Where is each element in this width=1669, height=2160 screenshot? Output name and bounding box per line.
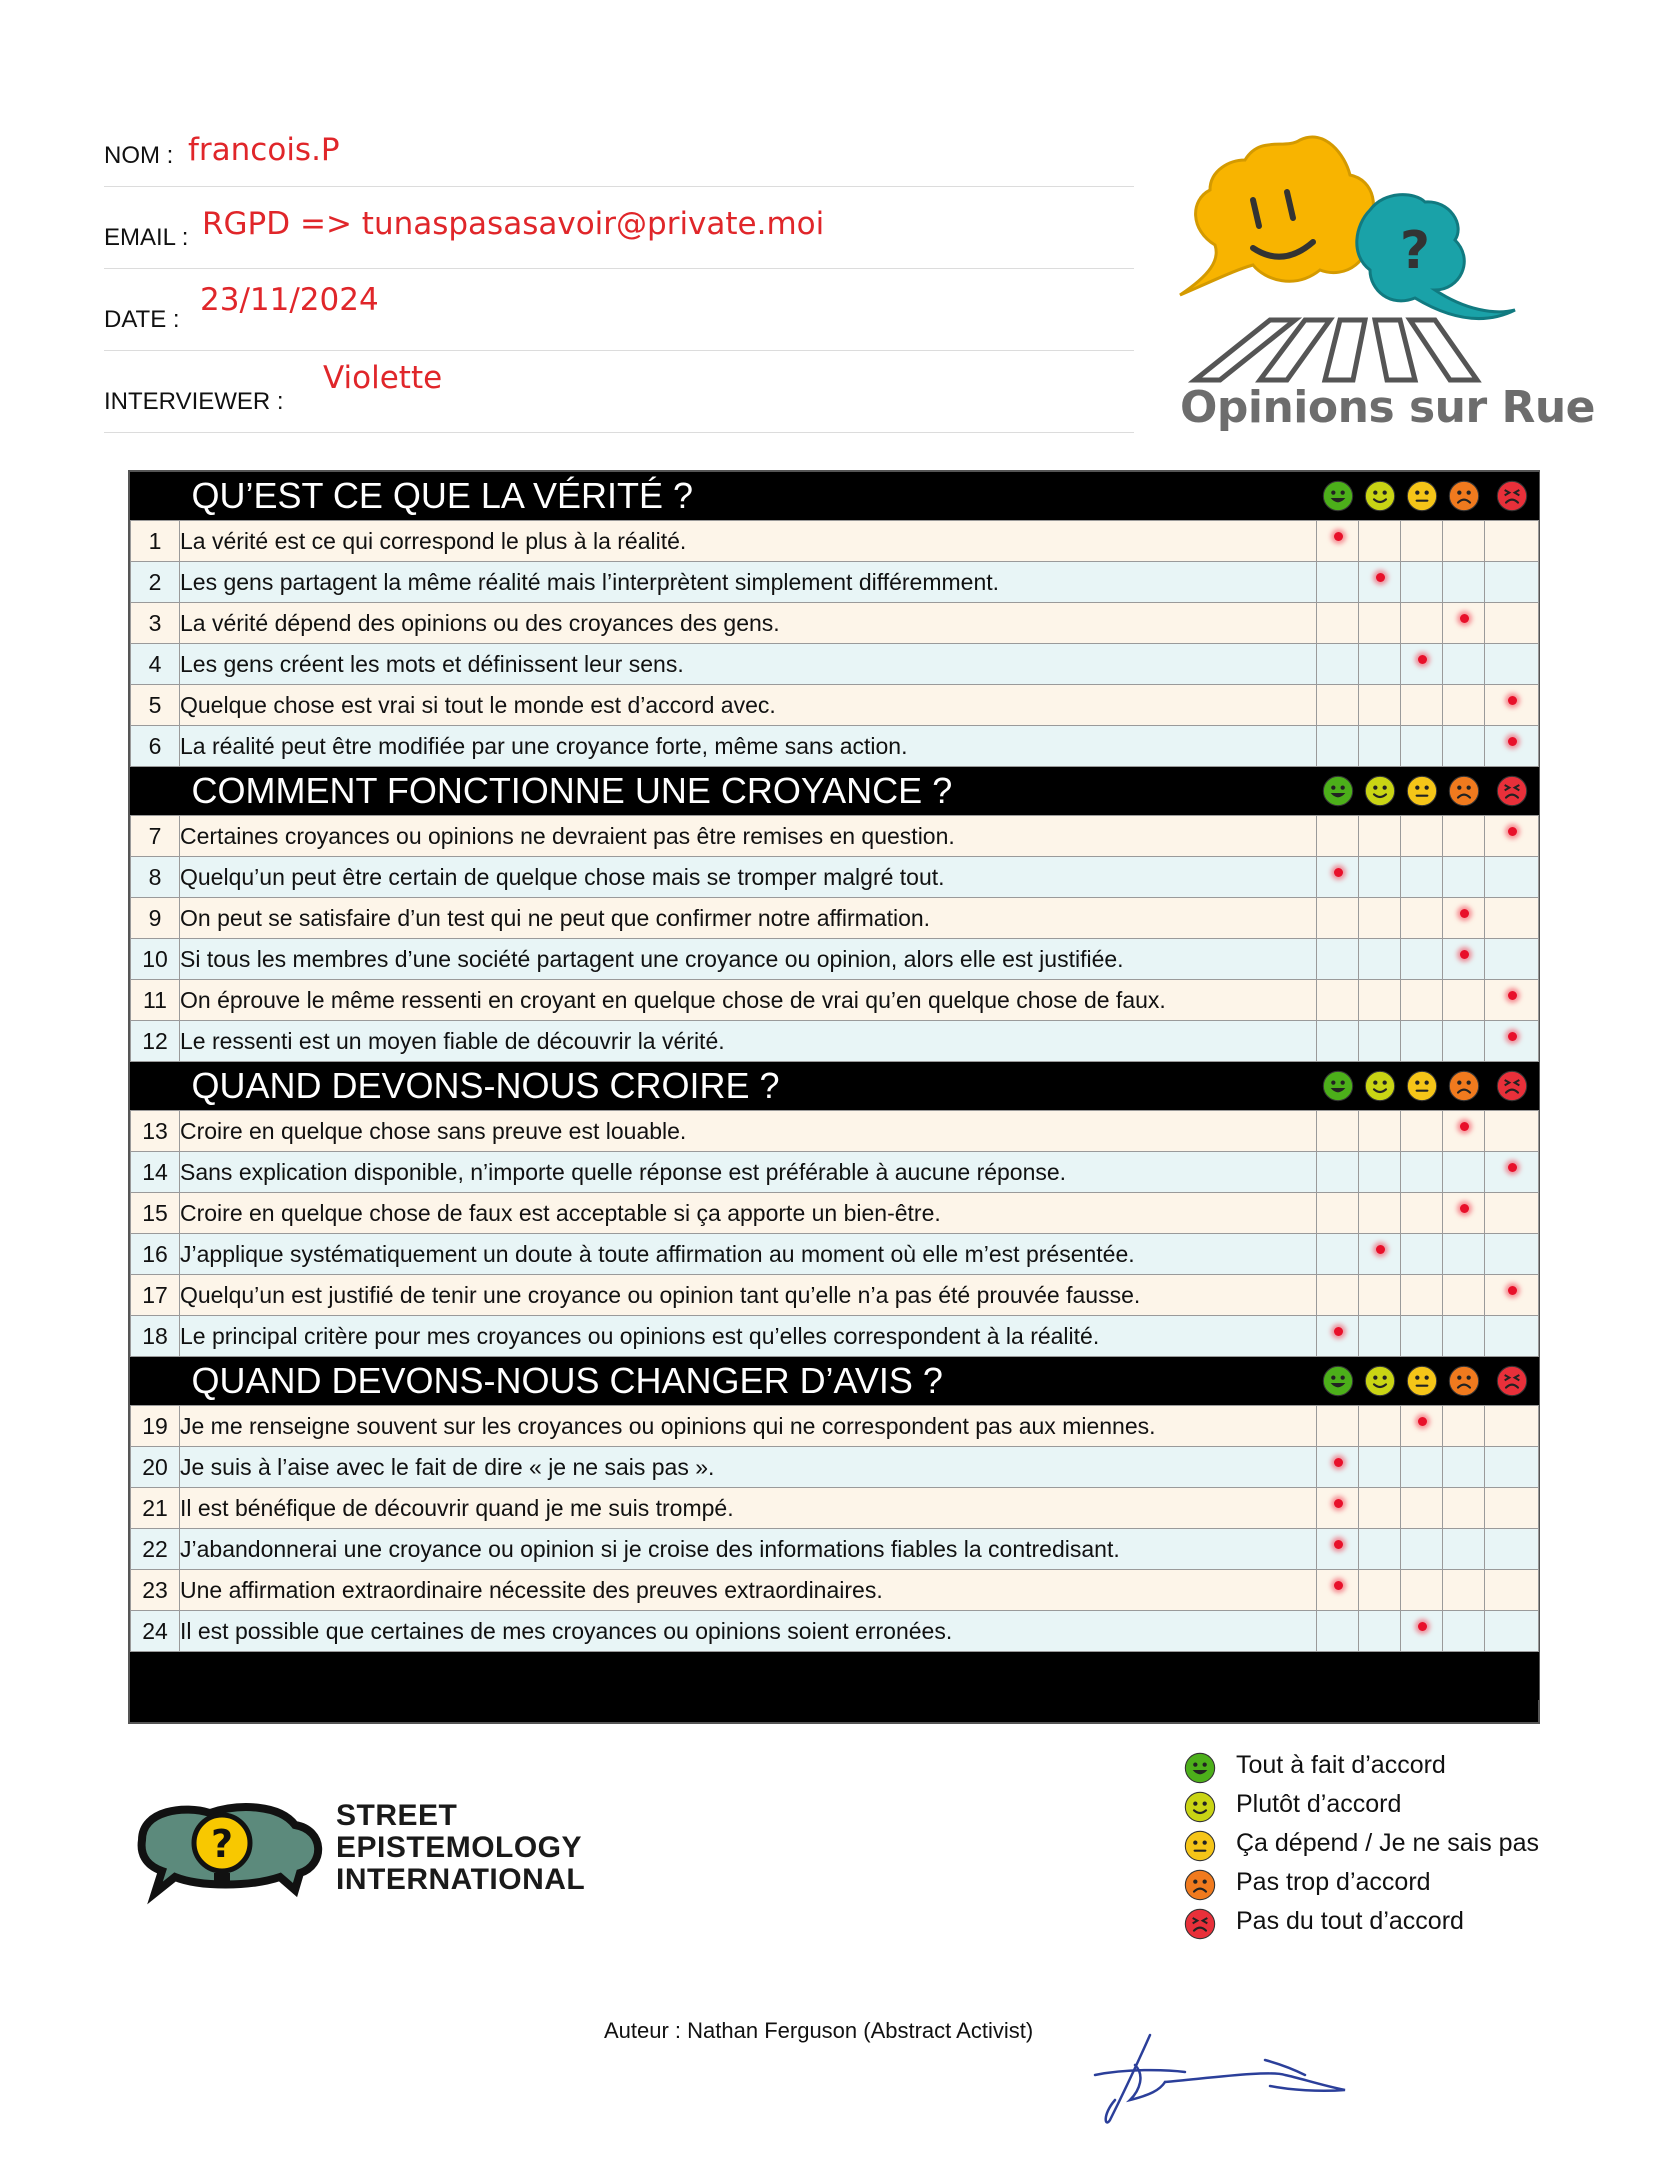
answer-mark: [1418, 1417, 1427, 1426]
question-row: [131, 1529, 1539, 1570]
answer-cell[interactable]: [1443, 816, 1485, 857]
answer-cell[interactable]: [1443, 1529, 1485, 1570]
question-text: Certaines croyances ou opinions ne devraient pas être remises en question.: [180, 816, 1317, 857]
answer-cell[interactable]: [1443, 644, 1485, 685]
answer-cell[interactable]: [1401, 562, 1443, 603]
answer-mark: [1418, 655, 1427, 664]
field-email: [104, 186, 1134, 269]
grinning-face-icon: [1317, 472, 1359, 521]
answer-cell[interactable]: [1443, 726, 1485, 767]
answer-cell[interactable]: [1485, 1234, 1539, 1275]
answer-cell[interactable]: [1359, 1234, 1401, 1275]
table-footer-bar: [131, 1652, 1539, 1701]
section-header-spacer: [131, 767, 180, 816]
question-text: Il est bénéfique de découvrir quand je me suis trompé.: [180, 1488, 1317, 1529]
answer-cell[interactable]: [1317, 857, 1359, 898]
answer-cell[interactable]: [1359, 898, 1401, 939]
frowning-face-icon: [1443, 472, 1485, 521]
answer-mark: [1334, 1540, 1343, 1549]
answer-mark: [1334, 1458, 1343, 1467]
answer-cell[interactable]: [1485, 1275, 1539, 1316]
question-text: Le principal critère pour mes croyances ou opinions est qu’elles correspondent à la réalité.: [180, 1316, 1317, 1357]
question-number: 19: [131, 1406, 180, 1447]
question-number: 21: [131, 1488, 180, 1529]
answer-cell[interactable]: [1485, 1529, 1539, 1570]
legend-label: Pas trop d’accord: [1236, 1868, 1431, 1896]
answer-cell[interactable]: [1401, 1447, 1443, 1488]
answer-cell[interactable]: [1317, 898, 1359, 939]
answer-cell[interactable]: [1401, 1234, 1443, 1275]
section-header-spacer: [131, 1357, 180, 1406]
email-label: EMAIL :: [104, 224, 189, 251]
question-row: [131, 1488, 1539, 1529]
grinning-face-icon: [1317, 1062, 1359, 1111]
answer-cell[interactable]: [1359, 1111, 1401, 1152]
answer-cell[interactable]: [1317, 1021, 1359, 1062]
org-line-3: INTERNATIONAL: [336, 1863, 586, 1896]
answer-cell[interactable]: [1317, 644, 1359, 685]
answer-cell[interactable]: [1401, 939, 1443, 980]
question-number: 10: [131, 939, 180, 980]
interviewer-value[interactable]: Violette: [323, 360, 443, 396]
answer-cell[interactable]: [1359, 1529, 1401, 1570]
answer-cell[interactable]: [1359, 1193, 1401, 1234]
answer-cell[interactable]: [1443, 1447, 1485, 1488]
questions-grid: [130, 472, 1539, 1700]
answer-cell[interactable]: [1443, 1152, 1485, 1193]
answer-cell[interactable]: [1401, 1316, 1443, 1357]
answer-cell[interactable]: [1317, 1234, 1359, 1275]
question-row: [131, 816, 1539, 857]
answer-cell[interactable]: [1401, 980, 1443, 1021]
answer-cell[interactable]: [1485, 644, 1539, 685]
street-epistemology-logo: [130, 1795, 330, 1905]
answer-cell[interactable]: [1317, 521, 1359, 562]
answer-mark: [1334, 868, 1343, 877]
answer-mark: [1460, 909, 1469, 918]
email-value[interactable]: RGPD => tunaspasasavoir@private.moi: [202, 206, 825, 242]
answer-cell[interactable]: [1401, 1406, 1443, 1447]
answer-cell[interactable]: [1485, 521, 1539, 562]
legend-label: Plutôt d’accord: [1236, 1790, 1402, 1818]
answer-cell[interactable]: [1443, 1611, 1485, 1652]
answer-cell[interactable]: [1401, 685, 1443, 726]
answer-cell[interactable]: [1359, 980, 1401, 1021]
answer-cell[interactable]: [1485, 685, 1539, 726]
question-text: La réalité peut être modifiée par une croyance forte, même sans action.: [180, 726, 1317, 767]
answer-mark: [1376, 573, 1385, 582]
question-row: [131, 939, 1539, 980]
answer-cell[interactable]: [1443, 1193, 1485, 1234]
answer-cell[interactable]: [1443, 1111, 1485, 1152]
answer-mark: [1508, 1286, 1517, 1295]
answer-mark: [1508, 696, 1517, 705]
section-title: QU’EST CE QUE LA VÉRITÉ ?: [180, 472, 1317, 521]
question-text: Si tous les membres d’une société partagent une croyance ou opinion, alors elle est justifiée.: [180, 939, 1317, 980]
question-row: [131, 1111, 1539, 1152]
question-number: 11: [131, 980, 180, 1021]
answer-cell[interactable]: [1485, 857, 1539, 898]
answer-cell[interactable]: [1401, 1152, 1443, 1193]
question-number: 6: [131, 726, 180, 767]
question-row: [131, 562, 1539, 603]
org-line-1: STREET: [336, 1799, 458, 1832]
answer-cell[interactable]: [1401, 1570, 1443, 1611]
grinning-face-icon: [1317, 1357, 1359, 1406]
answer-cell[interactable]: [1317, 685, 1359, 726]
answer-cell[interactable]: [1317, 1488, 1359, 1529]
answer-cell[interactable]: [1485, 1406, 1539, 1447]
answer-cell[interactable]: [1485, 1447, 1539, 1488]
answer-mark: [1508, 737, 1517, 746]
question-row: [131, 685, 1539, 726]
answer-cell[interactable]: [1317, 1316, 1359, 1357]
answer-cell[interactable]: [1359, 857, 1401, 898]
answer-mark: [1334, 1581, 1343, 1590]
answer-cell[interactable]: [1317, 980, 1359, 1021]
answer-cell[interactable]: [1401, 816, 1443, 857]
question-text: Le ressenti est un moyen fiable de découvrir la vérité.: [180, 1021, 1317, 1062]
section-title: COMMENT FONCTIONNE UNE CROYANCE ?: [180, 767, 1317, 816]
answer-cell[interactable]: [1359, 726, 1401, 767]
smiling-face-icon: [1359, 767, 1401, 816]
answer-cell[interactable]: [1485, 1193, 1539, 1234]
smiling-face-icon: [1359, 1357, 1401, 1406]
answer-cell[interactable]: [1485, 1611, 1539, 1652]
question-text: Quelque chose est vrai si tout le monde est d’accord avec.: [180, 685, 1317, 726]
angry-face-icon: [1485, 1062, 1539, 1111]
answer-cell[interactable]: [1359, 1275, 1401, 1316]
smiling-face-icon: [1359, 1062, 1401, 1111]
field-nom: [104, 104, 1134, 187]
answer-cell[interactable]: [1485, 898, 1539, 939]
frowning-face-icon: [1443, 1357, 1485, 1406]
question-row: [131, 1021, 1539, 1062]
org-line-2: EPISTEMOLOGY: [336, 1831, 583, 1864]
frowning-face-icon: [1443, 1062, 1485, 1111]
interviewer-label: INTERVIEWER :: [104, 388, 284, 415]
answer-cell[interactable]: [1401, 1193, 1443, 1234]
answer-cell[interactable]: [1443, 857, 1485, 898]
answer-cell[interactable]: [1401, 1111, 1443, 1152]
field-date: [104, 268, 1134, 351]
answer-cell[interactable]: [1359, 939, 1401, 980]
answer-cell[interactable]: [1443, 980, 1485, 1021]
question-row: [131, 1611, 1539, 1652]
question-number: 7: [131, 816, 180, 857]
answer-cell[interactable]: [1359, 1152, 1401, 1193]
question-number: 17: [131, 1275, 180, 1316]
question-number: 24: [131, 1611, 180, 1652]
question-number: 2: [131, 562, 180, 603]
question-text: J’abandonnerai une croyance ou opinion si je croise des informations fiables la contredisant.: [180, 1529, 1317, 1570]
answer-cell[interactable]: [1401, 726, 1443, 767]
question-row: [131, 1193, 1539, 1234]
question-text: Les gens créent les mots et définissent leur sens.: [180, 644, 1317, 685]
question-number: 3: [131, 603, 180, 644]
answer-cell[interactable]: [1485, 816, 1539, 857]
question-text: Les gens partagent la même réalité mais l’interprètent simplement différemment.: [180, 562, 1317, 603]
question-text: La vérité est ce qui correspond le plus à la réalité.: [180, 521, 1317, 562]
neutral-face-icon: [1401, 767, 1443, 816]
question-text: Il est possible que certaines de mes croyances ou opinions soient erronées.: [180, 1611, 1317, 1652]
answer-cell[interactable]: [1443, 1021, 1485, 1062]
question-row: [131, 644, 1539, 685]
question-number: 23: [131, 1570, 180, 1611]
answer-cell[interactable]: [1485, 726, 1539, 767]
answer-mark: [1460, 1122, 1469, 1131]
date-label: DATE :: [104, 306, 180, 333]
answer-cell[interactable]: [1485, 980, 1539, 1021]
legend-label: Ça dépend / Je ne sais pas: [1236, 1829, 1539, 1857]
nom-label: NOM :: [104, 142, 174, 169]
answer-cell[interactable]: [1359, 1488, 1401, 1529]
answer-cell[interactable]: [1359, 1406, 1401, 1447]
answer-cell[interactable]: [1359, 1570, 1401, 1611]
answer-cell[interactable]: [1485, 1488, 1539, 1529]
answer-cell[interactable]: [1317, 726, 1359, 767]
answer-cell[interactable]: [1443, 1406, 1485, 1447]
answer-cell[interactable]: [1317, 603, 1359, 644]
question-number: 8: [131, 857, 180, 898]
answer-cell[interactable]: [1359, 562, 1401, 603]
answer-cell[interactable]: [1485, 603, 1539, 644]
answer-cell[interactable]: [1401, 857, 1443, 898]
answer-cell[interactable]: [1359, 1447, 1401, 1488]
answer-cell[interactable]: [1359, 1021, 1401, 1062]
question-row: [131, 1316, 1539, 1357]
legend-label: Tout à fait d’accord: [1236, 1751, 1446, 1779]
question-number: 14: [131, 1152, 180, 1193]
table-footer-cell: [131, 1652, 1539, 1701]
question-text: On éprouve le même ressenti en croyant en quelque chose de vrai qu’en quelque chose de faux.: [180, 980, 1317, 1021]
answer-cell[interactable]: [1317, 1570, 1359, 1611]
answer-cell[interactable]: [1485, 1111, 1539, 1152]
neutral-face-icon: [1401, 472, 1443, 521]
neutral-face-icon: [1401, 1357, 1443, 1406]
question-text: La vérité dépend des opinions ou des croyances des gens.: [180, 603, 1317, 644]
question-text: Je suis à l’aise avec le fait de dire « je ne sais pas ».: [180, 1447, 1317, 1488]
answer-cell[interactable]: [1401, 1611, 1443, 1652]
answer-mark: [1334, 1499, 1343, 1508]
question-number: 18: [131, 1316, 180, 1357]
answer-cell[interactable]: [1359, 603, 1401, 644]
question-row: [131, 603, 1539, 644]
answer-mark: [1460, 950, 1469, 959]
answer-cell[interactable]: [1443, 1570, 1485, 1611]
answer-cell[interactable]: [1485, 939, 1539, 980]
answer-cell[interactable]: [1359, 816, 1401, 857]
question-row: [131, 857, 1539, 898]
answer-cell[interactable]: [1317, 1111, 1359, 1152]
section-header: [131, 472, 1539, 521]
answer-mark: [1508, 827, 1517, 836]
answer-cell[interactable]: [1317, 1447, 1359, 1488]
street-epistemology-text: [336, 1800, 585, 1896]
section-header-spacer: [131, 1062, 180, 1111]
answer-cell[interactable]: [1443, 685, 1485, 726]
question-row: [131, 1234, 1539, 1275]
answer-cell[interactable]: [1443, 1275, 1485, 1316]
answer-cell[interactable]: [1359, 1611, 1401, 1652]
answer-cell[interactable]: [1317, 1406, 1359, 1447]
answer-cell[interactable]: [1443, 603, 1485, 644]
answer-mark: [1508, 1163, 1517, 1172]
question-row: [131, 980, 1539, 1021]
question-text: J’applique systématiquement un doute à toute affirmation au moment où elle m’est présentée.: [180, 1234, 1317, 1275]
answer-mark: [1334, 532, 1343, 541]
answer-cell[interactable]: [1485, 1570, 1539, 1611]
answer-cell[interactable]: [1401, 1021, 1443, 1062]
answer-cell[interactable]: [1317, 816, 1359, 857]
opinions-sur-rue-title: Opinions sur Rue: [1180, 382, 1596, 433]
smiling-face-icon: [1359, 472, 1401, 521]
answer-cell[interactable]: [1317, 1193, 1359, 1234]
question-text: Quelqu’un peut être certain de quelque chose mais se tromper malgré tout.: [180, 857, 1317, 898]
answer-cell[interactable]: [1443, 898, 1485, 939]
answer-cell[interactable]: [1401, 898, 1443, 939]
question-row: [131, 1152, 1539, 1193]
question-text: Croire en quelque chose de faux est acceptable si ça apporte un bien-être.: [180, 1193, 1317, 1234]
question-number: 12: [131, 1021, 180, 1062]
question-number: 1: [131, 521, 180, 562]
question-row: [131, 1447, 1539, 1488]
frowning-face-icon: [1443, 767, 1485, 816]
angry-face-icon: [1485, 767, 1539, 816]
answer-cell[interactable]: [1401, 1275, 1443, 1316]
question-text: Quelqu’un est justifié de tenir une croyance ou opinion tant qu’elle n’a pas été prouvée fausse.: [180, 1275, 1317, 1316]
svg-text:?: ?: [1399, 221, 1431, 281]
answer-mark: [1508, 991, 1517, 1000]
answer-cell[interactable]: [1359, 1316, 1401, 1357]
answer-mark: [1508, 1032, 1517, 1041]
question-row: [131, 1406, 1539, 1447]
answer-cell[interactable]: [1443, 521, 1485, 562]
svg-text:?: ?: [210, 1822, 234, 1866]
question-number: 20: [131, 1447, 180, 1488]
answer-cell[interactable]: [1401, 1488, 1443, 1529]
angry-face-icon: [1485, 472, 1539, 521]
section-header: [131, 1062, 1539, 1111]
question-row: [131, 521, 1539, 562]
angry-face-icon: [1485, 1357, 1539, 1406]
answer-cell[interactable]: [1317, 1529, 1359, 1570]
question-number: 22: [131, 1529, 180, 1570]
question-text: Une affirmation extraordinaire nécessite des preuves extraordinaires.: [180, 1570, 1317, 1611]
answer-cell[interactable]: [1443, 939, 1485, 980]
answer-cell[interactable]: [1443, 1488, 1485, 1529]
answer-mark: [1460, 1204, 1469, 1213]
question-number: 5: [131, 685, 180, 726]
answer-cell[interactable]: [1443, 562, 1485, 603]
question-number: 16: [131, 1234, 180, 1275]
author-credit: Auteur : Nathan Ferguson (Abstract Activist): [604, 2018, 1034, 2043]
answer-cell[interactable]: [1317, 1611, 1359, 1652]
answer-cell[interactable]: [1317, 562, 1359, 603]
section-header: [131, 767, 1539, 816]
question-text: Croire en quelque chose sans preuve est louable.: [180, 1111, 1317, 1152]
answer-cell[interactable]: [1317, 1152, 1359, 1193]
answer-cell[interactable]: [1317, 939, 1359, 980]
neutral-face-icon: [1401, 1062, 1443, 1111]
question-row: [131, 1275, 1539, 1316]
date-value[interactable]: 23/11/2024: [200, 282, 379, 318]
question-text: Je me renseigne souvent sur les croyances ou opinions qui ne correspondent pas aux miennes.: [180, 1406, 1317, 1447]
answer-cell[interactable]: [1359, 521, 1401, 562]
question-row: [131, 726, 1539, 767]
answer-mark: [1460, 614, 1469, 623]
answer-cell[interactable]: [1359, 685, 1401, 726]
question-text: Sans explication disponible, n’importe quelle réponse est préférable à aucune réponse.: [180, 1152, 1317, 1193]
question-number: 15: [131, 1193, 180, 1234]
answer-cell[interactable]: [1443, 1234, 1485, 1275]
section-title: QUAND DEVONS-NOUS CROIRE ?: [180, 1062, 1317, 1111]
question-number: 9: [131, 898, 180, 939]
field-interviewer: [104, 350, 1134, 433]
grinning-face-icon: [1317, 767, 1359, 816]
survey-table: [128, 470, 1540, 1724]
answer-cell[interactable]: [1443, 1316, 1485, 1357]
answer-cell[interactable]: [1401, 521, 1443, 562]
answer-cell[interactable]: [1485, 562, 1539, 603]
answer-cell[interactable]: [1317, 1275, 1359, 1316]
question-number: 13: [131, 1111, 180, 1152]
answer-mark: [1334, 1327, 1343, 1336]
answer-cell[interactable]: [1485, 1152, 1539, 1193]
question-text: On peut se satisfaire d’un test qui ne peut que confirmer notre affirmation.: [180, 898, 1317, 939]
question-row: [131, 1570, 1539, 1611]
answer-cell[interactable]: [1401, 1529, 1443, 1570]
signature: [1090, 2020, 1370, 2130]
section-header-spacer: [131, 472, 180, 521]
section-header: [131, 1357, 1539, 1406]
question-row: [131, 898, 1539, 939]
answer-mark: [1376, 1245, 1385, 1254]
section-title: QUAND DEVONS-NOUS CHANGER D’AVIS ?: [180, 1357, 1317, 1406]
question-number: 4: [131, 644, 180, 685]
answer-cell[interactable]: [1485, 1316, 1539, 1357]
nom-value[interactable]: francois.P: [188, 132, 340, 168]
legend-label: Pas du tout d’accord: [1236, 1907, 1464, 1935]
answer-cell[interactable]: [1401, 603, 1443, 644]
answer-mark: [1418, 1622, 1427, 1631]
answer-cell[interactable]: [1401, 644, 1443, 685]
answer-cell[interactable]: [1485, 1021, 1539, 1062]
answer-cell[interactable]: [1359, 644, 1401, 685]
